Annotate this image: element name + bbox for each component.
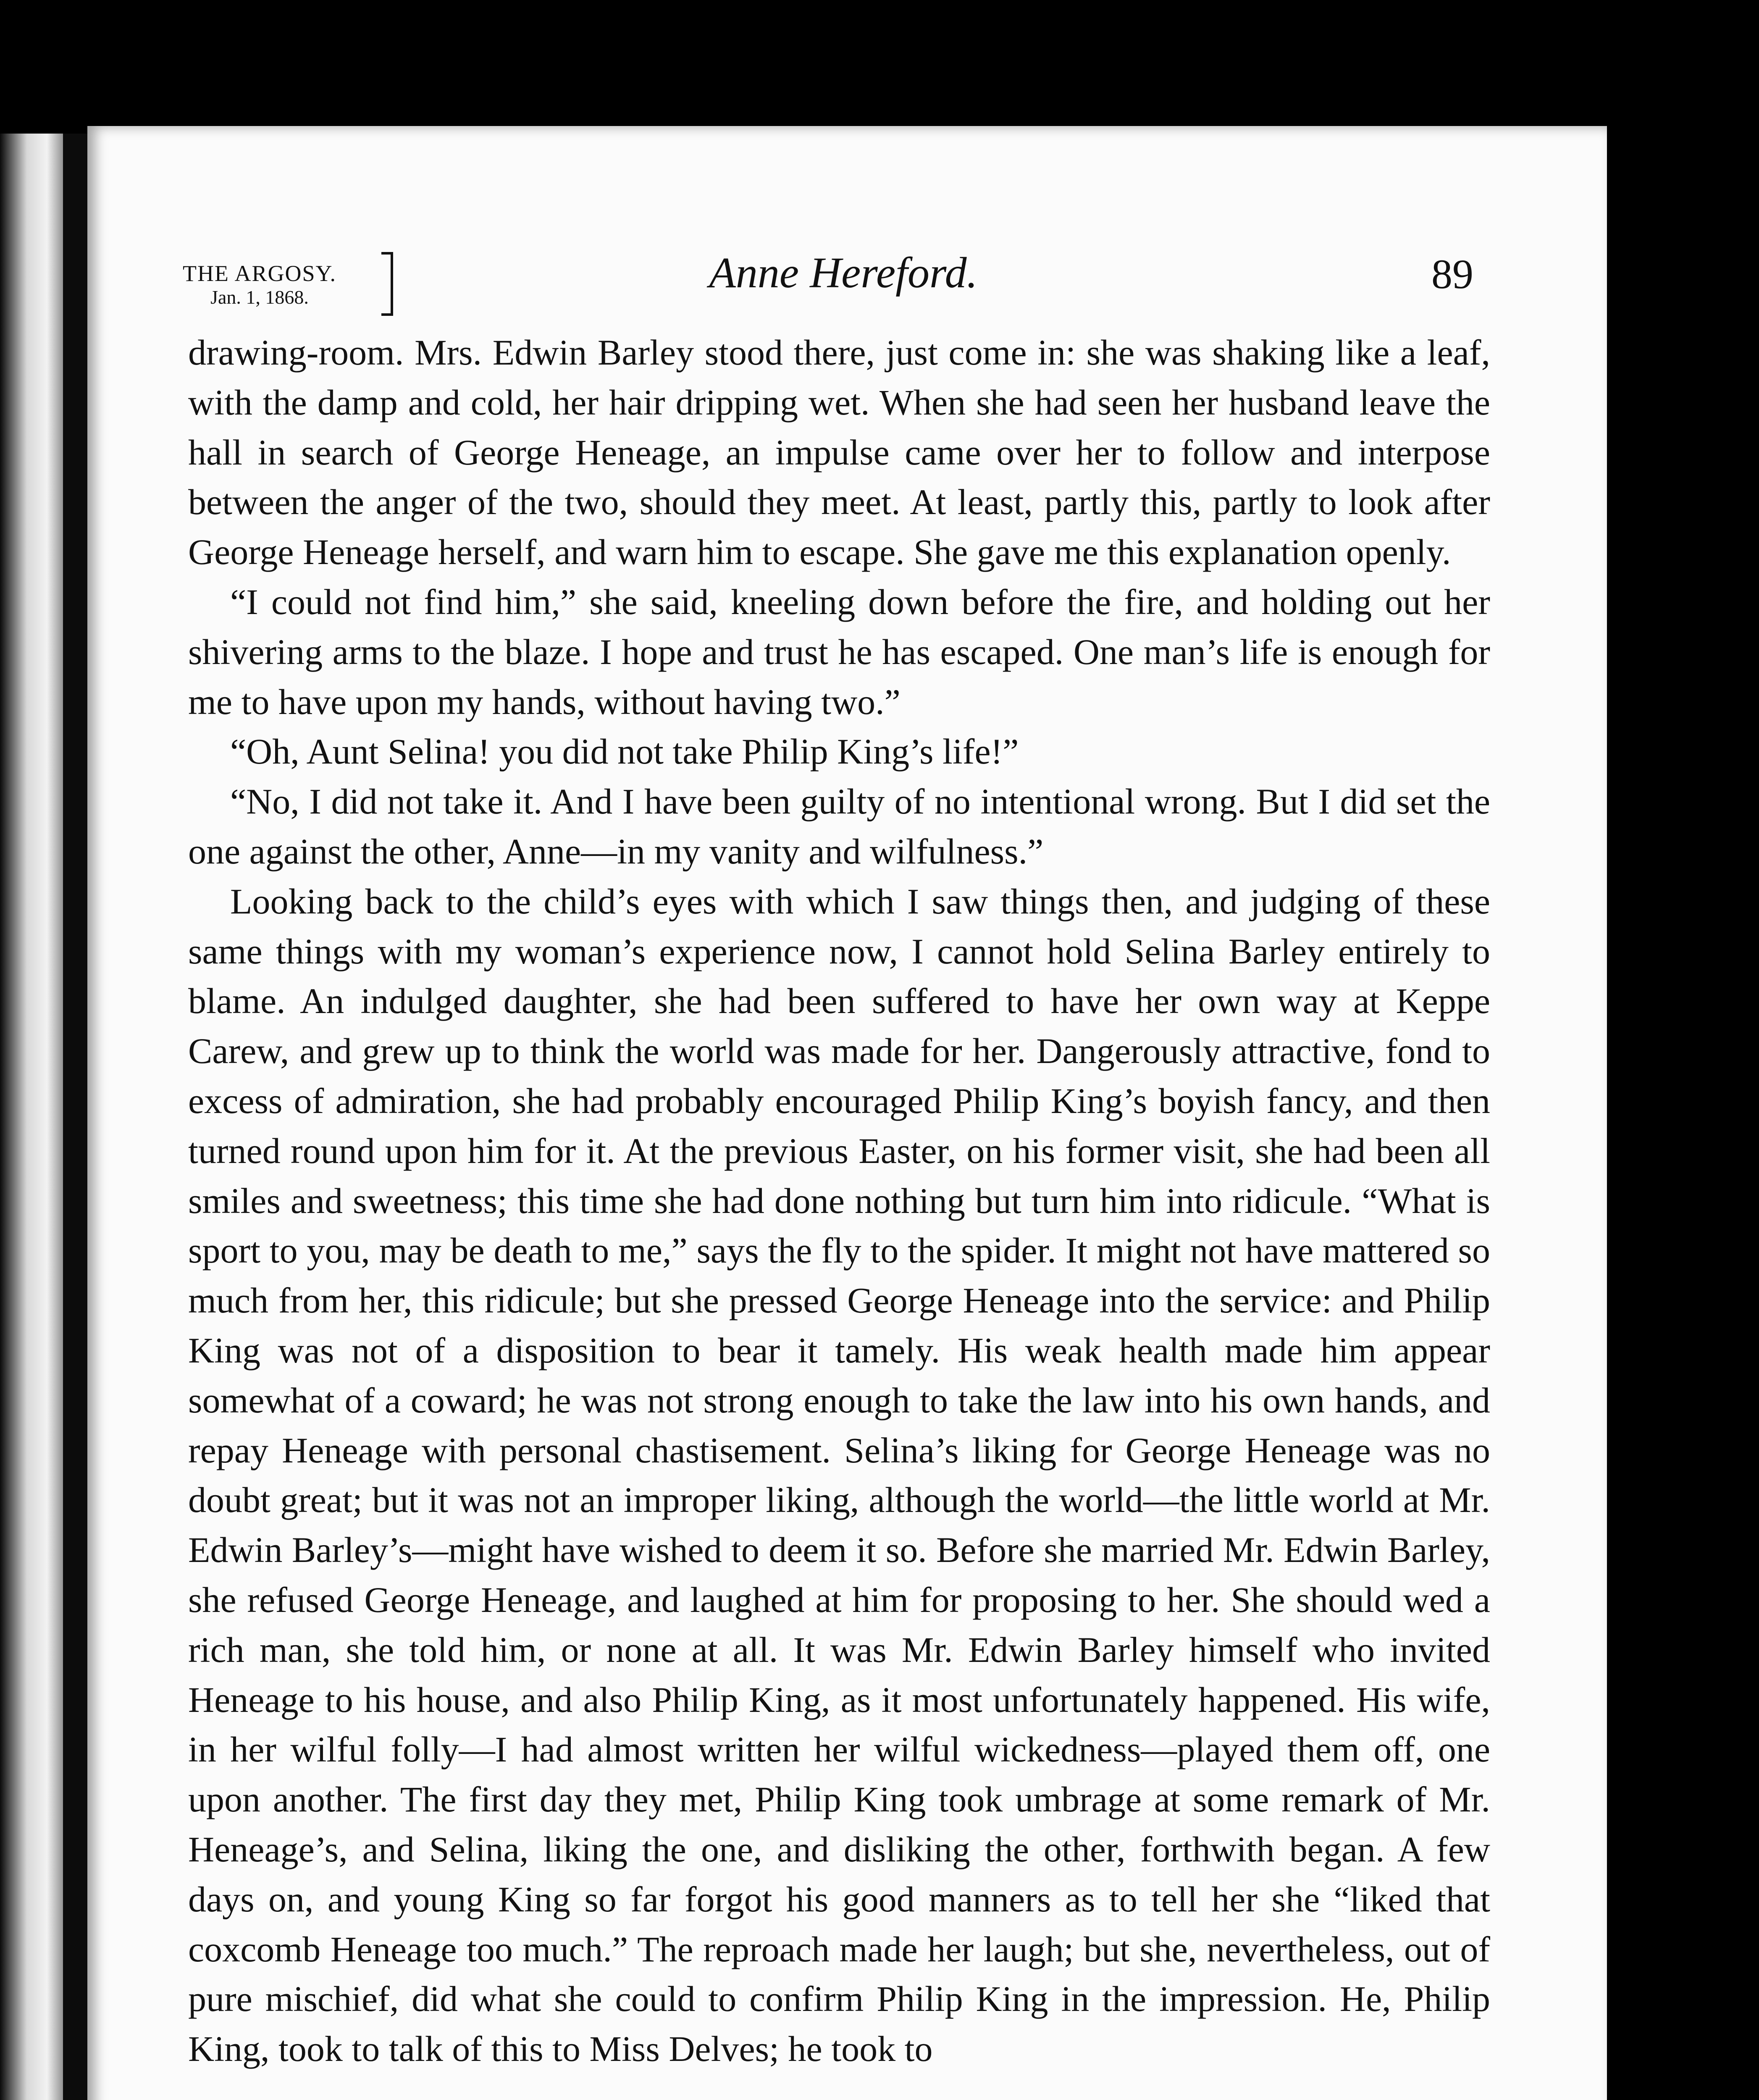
page-number: 89 bbox=[1431, 251, 1473, 297]
paragraph: drawing-room. Mrs. Edwin Barley stood there, just come in: she was shaking like a leaf, with the damp and cold, her hair dripping wet. When she had seen her husband leave the hall in search of George Heneage, an impulse came over her to follow and interpose between the anger of the two, should they meet. At least, partly this, partly to look after George Heneage herself, and warn him to escape. She gave me this explanation openly. bbox=[188, 332, 1490, 572]
page-title: Anne Hereford. bbox=[709, 249, 978, 297]
running-head-date: Jan. 1, 1868. bbox=[210, 286, 309, 308]
running-head-bracket bbox=[381, 252, 393, 316]
running-head bbox=[134, 260, 386, 309]
book-page bbox=[87, 126, 1607, 2100]
paragraph: “No, I did not take it. And I have been guilty of no intentional wrong. But I did set the one against the other, Anne—in my vanity and wilfulness.” bbox=[188, 781, 1490, 872]
paragraph: “Oh, Aunt Selina! you did not take Philip King’s life!” bbox=[230, 731, 1019, 772]
running-head-magazine: THE ARGOSY. bbox=[182, 261, 337, 286]
paragraph: “I could not find him,” she said, kneeling down before the fire, and holding out her shivering arms to the blaze. I hope and trust he has escaped. One man’s life is enough for me to have upon my hands, without having two.” bbox=[188, 581, 1490, 722]
paragraph: Looking back to the child’s eyes with which I saw things then, and judging of these same things with my woman’s experience now, I cannot hold Selina Barley entirely to blame. An indulged daughter, she had been suffered to have her own way at Keppe Carew, and grew up to think the world was made for her. Dangerously attractive, fond to excess of admiration, she had probably encouraged Philip King’s boyish fancy, and then turned round upon him for it. At the previous Easter, on his former visit, she had been all smiles and sweetness; this time she had done nothing but turn him into ridicule. “What is sport to you, may be death to me,” says the fly to the spider. It might not have mattered so much from her, this ridicule; but she pressed George Heneage into the service: and Philip King was not of a disposition to bear it tamely. His weak health made him appear somewhat of a coward; he was not strong enough to take the law into his own hands, and repay Heneage with personal chastisement. Selina’s liking for George Heneage was no doubt great; but it was not an improper liking, although the world—the little world at Mr. Edwin Barley’s—might have wished to deem it so. Before she married Mr. Edwin Barley, she refused George Heneage, and laughed at him for proposing to her. She should wed a rich man, she told him, or none at all. It was Mr. Edwin Barley himself who invited Heneage to his house, and also Philip King, as it most unfortunately happened. His wife, in her wilful folly—I had almost written her wilful wickedness—played them off, one upon another. The first day they met, Philip King took umbrage at some remark of Mr. Heneage’s, and Selina, liking the one, and disliking the other, forthwith began. A few days on, and young King so far forgot his good manners as to tell her she “liked that coxcomb Heneage too much.” The reproach made her laugh; but she, nevertheless, out of pure mischief, did what she could to confirm Philip King in the impression. He, Philip King, took to talk of this to Miss Delves; he took to bbox=[188, 881, 1490, 2069]
body-text bbox=[188, 328, 1490, 2074]
book-gutter bbox=[63, 134, 89, 2100]
facing-page-edge bbox=[0, 134, 67, 2100]
